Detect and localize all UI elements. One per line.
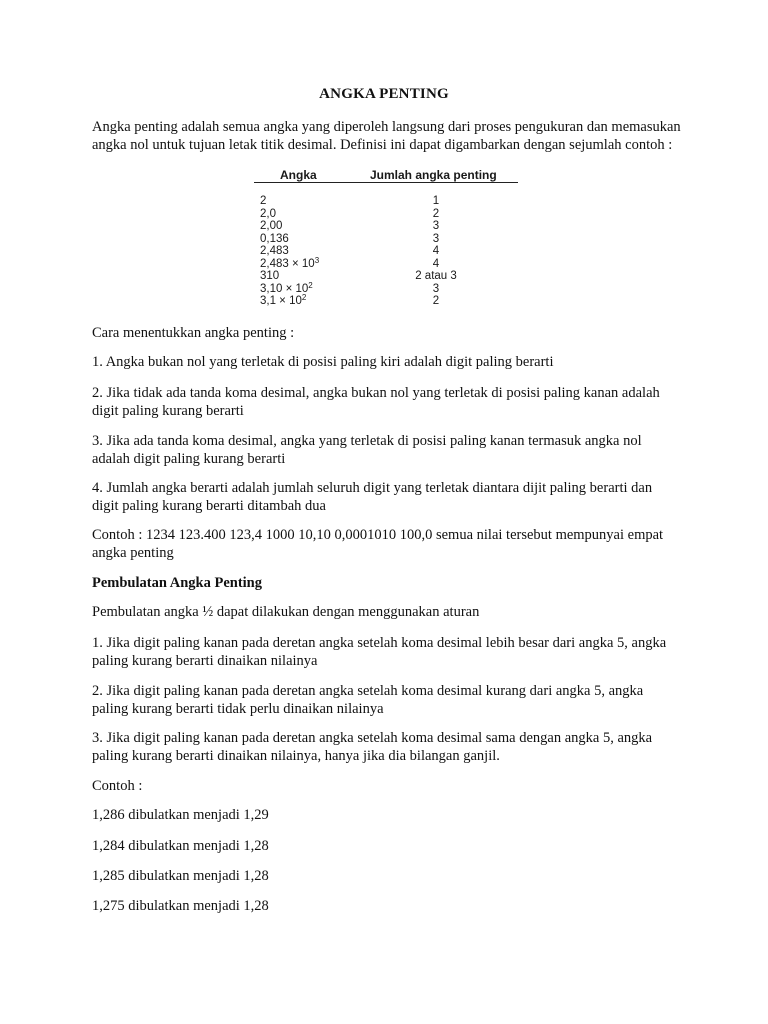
- table-header-jumlah: Jumlah angka penting: [370, 168, 497, 182]
- pembulatan-intro: Pembulatan angka ½ dapat dilakukan dengan menggunakan aturan: [92, 604, 480, 620]
- table-row: [250, 195, 522, 208]
- table-cell-angka: $3,1 \times 10^2$: [260, 293, 307, 307]
- table-header-rule: [254, 182, 518, 183]
- table-cell-jumlah: 3: [432, 220, 440, 232]
- rule-item: 2. Jika tidak ada tanda koma desimal, angka bukan nol yang terletak di posisi paling kanan adalah digit paling kurang berarti: [92, 385, 660, 419]
- pembulatan-rule: 3. Jika digit paling kanan pada deretan angka setelah koma desimal sama dengan angka 5, angka paling kurang berarti dinaikan nilainya, hanya jika dia bilangan ganjil.: [92, 730, 653, 764]
- table-cell-jumlah: 4: [432, 245, 440, 257]
- table-row: [250, 208, 522, 221]
- table-row: [250, 245, 522, 258]
- intro-paragraph: Angka penting adalah semua angka yang diperoleh langsung dari proses pengukuran dan memasukan angka nol untuk tujuan letak titik desimal. Definisi ini dapat digambarkan dengan sejumlah contoh :: [92, 119, 681, 153]
- table-row: [250, 255, 522, 271]
- pembulatan-rule: 2. Jika digit paling kanan pada deretan angka setelah koma desimal kurang dari angka 5, angka paling kurang berarti tidak perlu dinaikan nilainya: [92, 683, 644, 717]
- example-line: 1,286 dibulatkan menjadi 1,29: [92, 807, 269, 823]
- table-body: [250, 195, 522, 308]
- example-line: 1,275 dibulatkan menjadi 1,28: [92, 898, 269, 914]
- rule-item: 4. Jumlah angka berarti adalah jumlah seluruh digit yang terletak diantara dijit paling berarti dan digit paling kurang berarti ditambah dua: [92, 480, 653, 514]
- example-line: 1,285 dibulatkan menjadi 1,28: [92, 868, 269, 884]
- table-cell-angka: 2,0: [260, 207, 276, 220]
- pembulatan-rule: 1. Jika digit paling kanan pada deretan angka setelah koma desimal lebih besar dari angka 5, angka paling kurang berarti dinaikan nilainya: [92, 635, 667, 669]
- rule-item: 1. Angka bukan nol yang terletak di posisi paling kiri adalah digit paling berarti: [92, 354, 554, 370]
- table-cell-jumlah: 3: [432, 232, 440, 245]
- table-cell-jumlah: 2: [432, 295, 440, 307]
- table-row: [250, 280, 522, 296]
- table-cell-jumlah: 2 atau 3: [415, 270, 457, 282]
- table-cell-angka: $2,483 \times 10^3$: [260, 255, 320, 270]
- table-row: [250, 220, 522, 233]
- table-cell-angka: 0,136: [260, 232, 289, 245]
- table-cell-angka: 2,483: [260, 245, 289, 257]
- significant-figures-table: [250, 165, 522, 311]
- table-cell-jumlah: 3: [432, 282, 440, 295]
- table-cell-angka: $3,10 \times 10^2$: [260, 280, 313, 295]
- contoh-paragraph: Contoh : 1234 123.400 123,4 1000 10,10 0,0001010 100,0 semua nilai tersebut mempunyai empat angka penting: [92, 527, 664, 561]
- page-title: ANGKA PENTING: [319, 86, 449, 102]
- table-cell-jumlah: 4: [432, 257, 440, 270]
- table-cell-jumlah: 1: [432, 195, 440, 207]
- table-cell-jumlah: 2: [432, 207, 440, 220]
- table-cell-angka: 310: [260, 270, 280, 282]
- table-row: [250, 270, 522, 283]
- contoh-label: Contoh :: [92, 778, 143, 794]
- table-header-angka: Angka: [280, 168, 317, 182]
- table-row: [250, 233, 522, 246]
- table-cell-angka: 2,00: [260, 220, 283, 232]
- section-heading-pembulatan: Pembulatan Angka Penting: [92, 575, 262, 591]
- example-line: 1,284 dibulatkan menjadi 1,28: [92, 838, 269, 854]
- table-cell-angka: 2: [260, 195, 267, 207]
- rule-item: 3. Jika ada tanda koma desimal, angka yang terletak di posisi paling kanan termasuk angka nol adalah digit paling kurang berarti: [92, 433, 642, 467]
- table-row: [250, 295, 522, 308]
- cara-heading: Cara menentukkan angka penting :: [92, 325, 295, 341]
